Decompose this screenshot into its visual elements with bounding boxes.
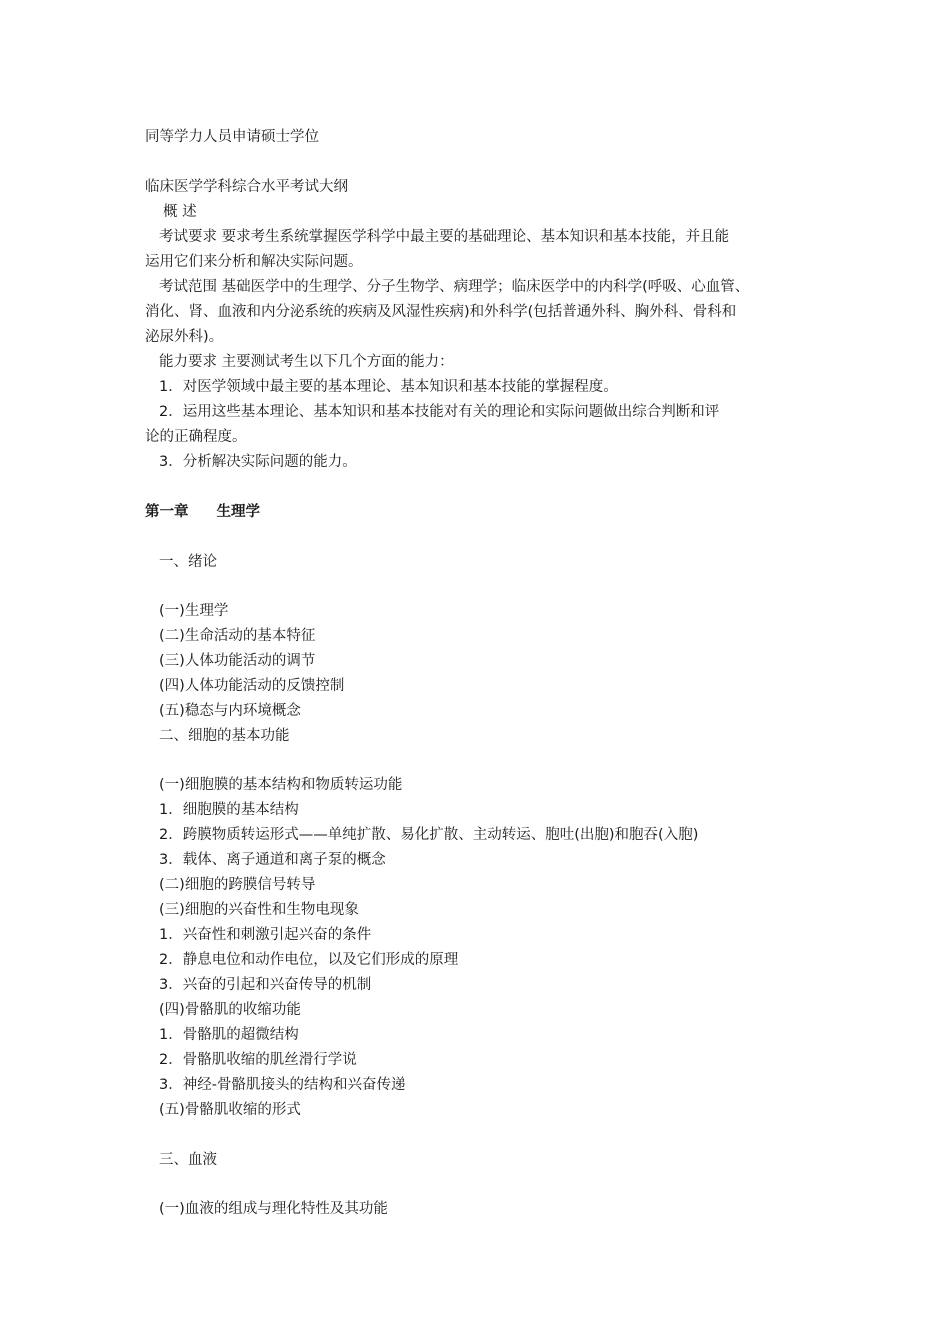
list-item: (二)生命活动的基本特征	[159, 628, 316, 644]
ability-requirement: 能力要求 主要测试考生以下几个方面的能力：	[159, 354, 454, 370]
section-heading: 三、血液	[159, 1152, 217, 1168]
list-item: (五)稳态与内环境概念	[159, 703, 301, 719]
overview-heading: 概 述	[163, 204, 197, 220]
list-item: (三)人体功能活动的调节	[159, 653, 316, 669]
doc-title-line1: 同等学力人员申请硕士学位	[145, 129, 319, 145]
chapter-title: 生理学	[216, 504, 260, 520]
exam-requirement-line2: 运用它们来分析和解决实际问题。	[145, 254, 363, 270]
exam-requirement-line1: 考试要求 要求考生系统掌握医学科学中最主要的基础理论、基本知识和基本技能，并且能	[159, 229, 730, 245]
section-heading: 二、细胞的基本功能	[159, 728, 290, 744]
list-item: 1．细胞膜的基本结构	[159, 802, 299, 818]
list-item: (三)细胞的兴奋性和生物电现象	[159, 902, 359, 918]
exam-scope-line1: 考试范围 基础医学中的生理学、分子生物学、病理学；临床医学中的内科学(呼吸、心血管、	[159, 279, 750, 295]
list-item: (二)细胞的跨膜信号转导	[159, 877, 316, 893]
list-item: 1．兴奋性和刺激引起兴奋的条件	[159, 927, 372, 943]
list-item: (一)细胞膜的基本结构和物质转运功能	[159, 777, 403, 793]
list-item: (四)人体功能活动的反馈控制	[159, 678, 345, 694]
list-item: 2．跨膜物质转运形式——单纯扩散、易化扩散、主动转运、胞吐(出胞)和胞吞(入胞)	[159, 827, 699, 843]
list-item: 2．静息电位和动作电位，以及它们形成的原理	[159, 952, 459, 968]
list-item: 1．骨骼肌的超微结构	[159, 1027, 299, 1043]
list-item: (一)血液的组成与理化特性及其功能	[159, 1201, 388, 1217]
ability-item-3: 3．分析解决实际问题的能力。	[159, 454, 357, 470]
ability-item-2-line2: 论的正确程度。	[145, 429, 247, 445]
list-item: (四)骨骼肌的收缩功能	[159, 1002, 301, 1018]
list-item: 3．兴奋的引起和兴奋传导的机制	[159, 977, 372, 993]
list-item: 2．骨骼肌收缩的肌丝滑行学说	[159, 1052, 357, 1068]
ability-item-1: 1．对医学领域中最主要的基本理论、基本知识和基本技能的掌握程度。	[159, 379, 618, 395]
exam-scope-line2: 消化、肾、血液和内分泌系统的疾病及风湿性疾病)和外科学(包括普通外科、胸外科、骨科和	[145, 304, 737, 320]
chapter-label: 第一章	[145, 504, 189, 520]
doc-title-line2: 临床医学学科综合水平考试大纲	[145, 179, 348, 195]
list-item: 3．神经-骨骼肌接头的结构和兴奋传递	[159, 1077, 406, 1093]
list-item: (一)生理学	[159, 603, 229, 619]
exam-scope-line3: 泌尿外科)。	[145, 329, 224, 345]
section-heading: 一、绪论	[159, 554, 217, 570]
ability-item-2-line1: 2．运用这些基本理论、基本知识和基本技能对有关的理论和实际问题做出综合判断和评	[159, 404, 720, 420]
list-item: 3．载体、离子通道和离子泵的概念	[159, 852, 386, 868]
chapter-heading	[145, 502, 260, 522]
list-item: (五)骨骼肌收缩的形式	[159, 1102, 301, 1118]
